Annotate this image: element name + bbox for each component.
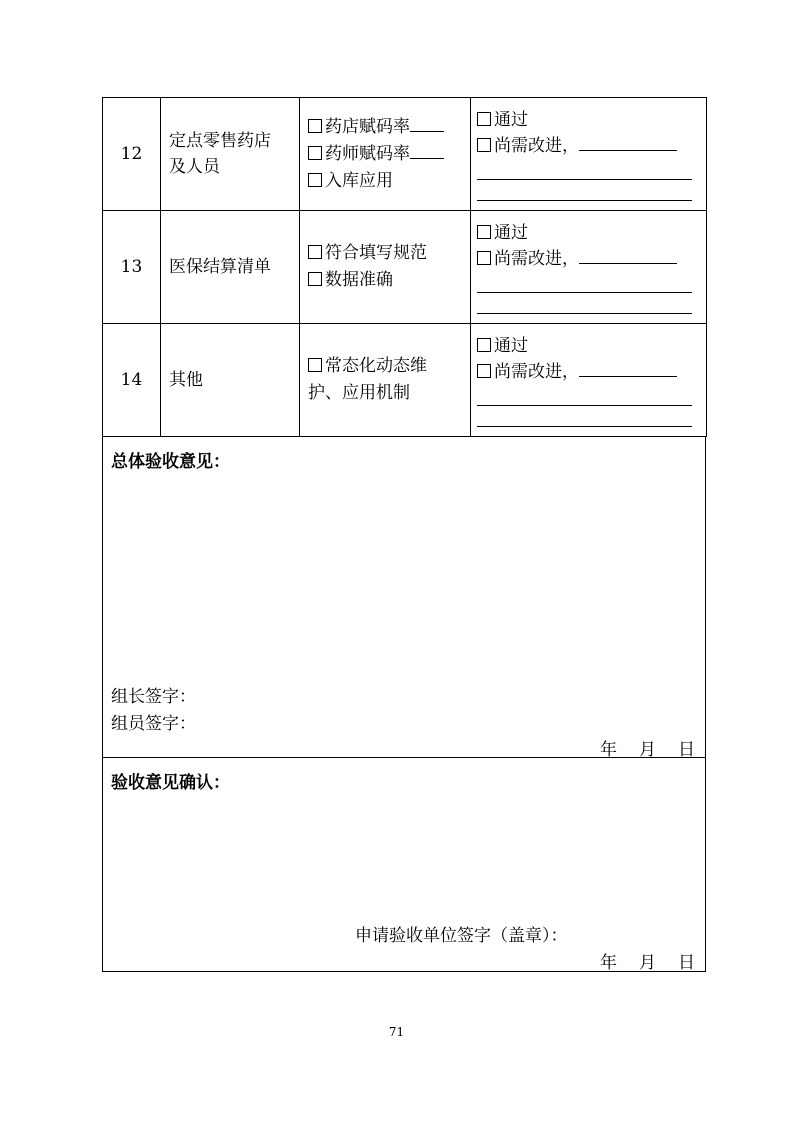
date-line bbox=[600, 735, 695, 760]
month-label: 月 bbox=[639, 953, 656, 973]
improve-option[interactable]: 尚需改进， bbox=[477, 246, 692, 272]
item-line: 及人员 bbox=[169, 157, 220, 177]
checkbox-icon[interactable] bbox=[308, 358, 322, 372]
unit-signature-label: 申请验收单位签字（盖章）： bbox=[355, 926, 568, 946]
page-number: 71 bbox=[388, 1025, 405, 1039]
section-title: 验收意见确认： bbox=[111, 773, 230, 793]
pass-option[interactable]: 通过 bbox=[477, 333, 692, 359]
comment-line[interactable] bbox=[477, 385, 692, 406]
checkbox-icon[interactable] bbox=[477, 338, 491, 352]
comment-line[interactable] bbox=[477, 272, 692, 293]
checkbox-icon[interactable] bbox=[308, 245, 322, 259]
fill-blank[interactable] bbox=[410, 144, 444, 159]
result-cell bbox=[471, 324, 707, 437]
item-line: 定点零售药店 bbox=[169, 131, 271, 151]
comment-line[interactable] bbox=[477, 406, 692, 427]
checkbox-icon[interactable] bbox=[477, 251, 491, 265]
result-cell bbox=[471, 211, 707, 324]
item-name bbox=[161, 324, 300, 437]
criteria-option[interactable]: 符合填写规范 bbox=[308, 240, 470, 267]
improve-option[interactable]: 尚需改进， bbox=[477, 359, 692, 385]
criteria-cell bbox=[300, 324, 471, 437]
overall-opinion-section[interactable] bbox=[102, 437, 706, 758]
checkbox-icon[interactable] bbox=[477, 225, 491, 239]
checkbox-icon[interactable] bbox=[308, 146, 322, 160]
comment-line[interactable] bbox=[477, 180, 692, 201]
improve-option[interactable]: 尚需改进， bbox=[477, 133, 692, 159]
item-line: 其他 bbox=[169, 370, 203, 390]
checkbox-icon[interactable] bbox=[308, 272, 322, 286]
criteria-option[interactable]: 药师赋码率 bbox=[308, 141, 470, 168]
date-line bbox=[600, 948, 695, 973]
section-title: 总体验收意见： bbox=[111, 452, 230, 472]
table-row bbox=[103, 211, 707, 324]
criteria-cell bbox=[300, 211, 471, 324]
checkbox-icon[interactable] bbox=[477, 364, 491, 378]
table-row bbox=[103, 98, 707, 211]
comment-line[interactable] bbox=[477, 159, 692, 180]
fill-blank[interactable] bbox=[579, 136, 677, 151]
criteria-option[interactable]: 药店赋码率 bbox=[308, 114, 470, 141]
fill-blank[interactable] bbox=[579, 249, 677, 264]
criteria-cell bbox=[300, 98, 471, 211]
comment-line[interactable] bbox=[477, 293, 692, 314]
acceptance-form bbox=[102, 97, 706, 972]
criteria-option[interactable]: 数据准确 bbox=[308, 267, 470, 294]
leader-signature-label: 组长签字： bbox=[111, 687, 196, 707]
checkbox-icon[interactable] bbox=[308, 173, 322, 187]
pass-option[interactable]: 通过 bbox=[477, 220, 692, 246]
day-label: 日 bbox=[678, 953, 695, 973]
day-label: 日 bbox=[678, 740, 695, 760]
criteria-option[interactable]: 入库应用 bbox=[308, 168, 470, 195]
result-cell bbox=[471, 98, 707, 211]
item-name bbox=[161, 211, 300, 324]
year-label: 年 bbox=[600, 740, 617, 760]
criteria-option[interactable]: 常态化动态维 bbox=[308, 353, 470, 380]
row-number: 13 bbox=[103, 211, 161, 324]
year-label: 年 bbox=[600, 953, 617, 973]
pass-option[interactable]: 通过 bbox=[477, 107, 692, 133]
row-number: 14 bbox=[103, 324, 161, 437]
fill-blank[interactable] bbox=[410, 117, 444, 132]
row-number: 12 bbox=[103, 98, 161, 211]
confirmation-section[interactable] bbox=[102, 758, 706, 972]
month-label: 月 bbox=[639, 740, 656, 760]
member-signature-label: 组员签字： bbox=[111, 714, 196, 734]
table-row bbox=[103, 324, 707, 437]
checkbox-icon[interactable] bbox=[477, 112, 491, 126]
acceptance-table bbox=[102, 97, 707, 437]
fill-blank[interactable] bbox=[579, 362, 677, 377]
checkbox-icon[interactable] bbox=[477, 138, 491, 152]
item-line: 医保结算清单 bbox=[169, 257, 271, 277]
checkbox-icon[interactable] bbox=[308, 119, 322, 133]
criteria-option-continued: 护、应用机制 bbox=[308, 383, 410, 403]
item-name bbox=[161, 98, 300, 211]
